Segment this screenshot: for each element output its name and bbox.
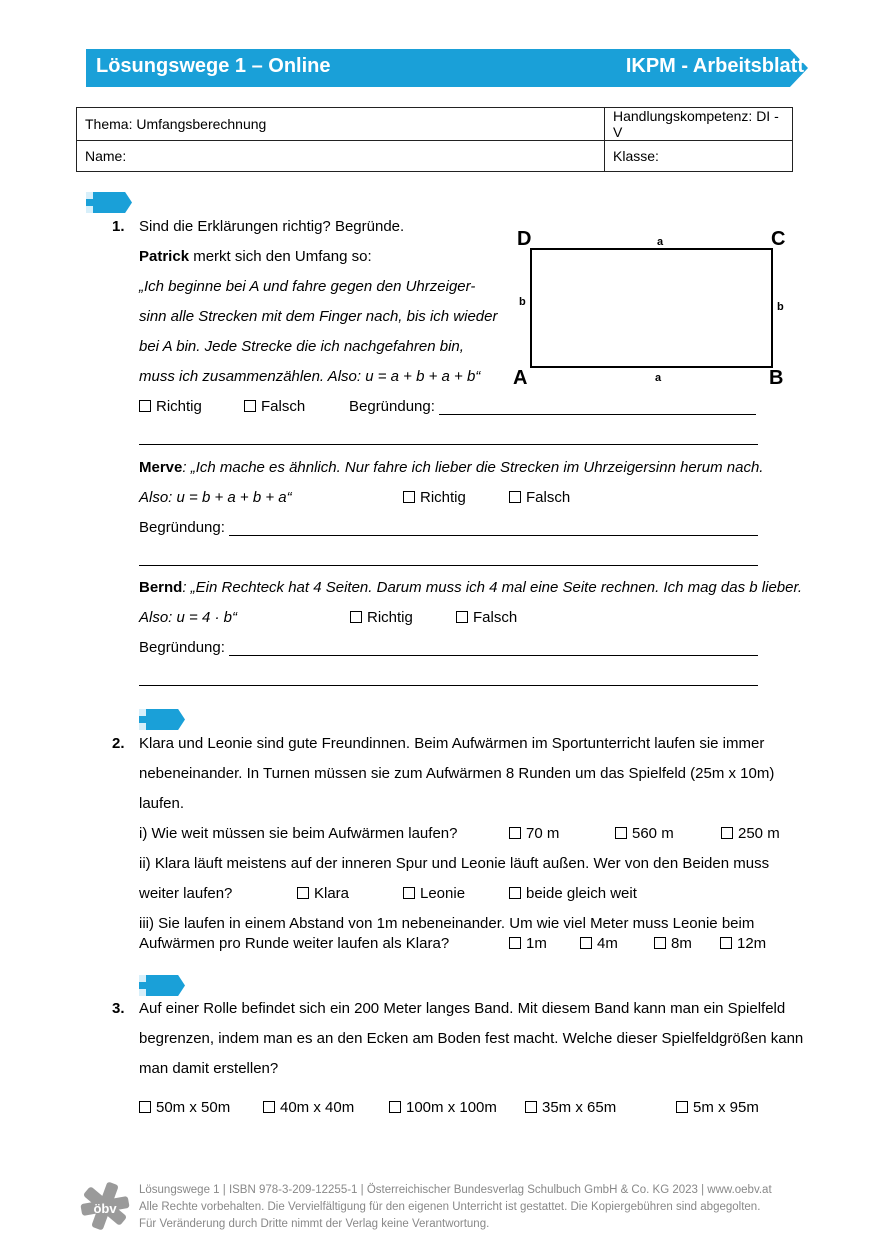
task-3-text-line: Auf einer Rolle befindet sich ein 200 Meter langes Band. Mit diesem Band kann man ein Spielfeld [139, 1000, 786, 1017]
checkbox[interactable] [509, 491, 521, 503]
task-number-3: 3. [112, 1000, 125, 1017]
side-a-top-label: a [657, 236, 664, 248]
class-cell[interactable]: Klasse: [605, 141, 793, 172]
option-100x100[interactable]: 100m x 100m [389, 1099, 497, 1116]
checkbox[interactable] [139, 1101, 151, 1113]
checkbox[interactable] [139, 400, 151, 412]
checkbox[interactable] [676, 1101, 688, 1113]
checkbox[interactable] [403, 887, 415, 899]
task-marker-2 [139, 709, 189, 730]
question-i: i) Wie weit müssen sie beim Aufwärmen laufen? [139, 825, 458, 842]
option-40x40[interactable]: 40m x 40m [263, 1099, 354, 1116]
checkbox[interactable] [509, 937, 521, 949]
checkbox[interactable] [244, 400, 256, 412]
merve-name: Merve [139, 459, 183, 476]
question-iii-continued: Aufwärmen pro Runde weiter laufen als Klara? [139, 935, 450, 952]
checkbox[interactable] [297, 887, 309, 899]
option-70m[interactable]: 70 m [509, 825, 559, 842]
name-cell[interactable]: Name: [77, 141, 605, 172]
side-a-bottom-label: a [655, 372, 662, 384]
bernd-falsch-option[interactable]: Falsch [456, 609, 517, 626]
task-number-1: 1. [112, 218, 125, 235]
patrick-quote-line: bei A bin. Jede Strecke die ich nachgefahren bin, [139, 338, 464, 355]
bernd-statement: Bernd: „Ein Rechteck hat 4 Seiten. Darum muss ich 4 mal eine Seite rechnen. Ich mag das b lieber. [139, 579, 803, 596]
task-number-2: 2. [112, 735, 125, 752]
merve-formula: Also: u = b + a + b + a“ [139, 489, 292, 506]
side-b-right-label: b [777, 301, 784, 313]
corner-b-label: B [769, 367, 784, 389]
option-250m[interactable]: 250 m [721, 825, 780, 842]
corner-a-label: A [513, 367, 528, 389]
patrick-falsch-option[interactable]: Falsch [244, 398, 305, 415]
bernd-formula: Also: u = 4 · b“ [139, 609, 237, 626]
option-50x50[interactable]: 50m x 50m [139, 1099, 230, 1116]
answer-line[interactable] [139, 444, 758, 445]
patrick-quote-line: „Ich beginne bei A und fahre gegen den Uhrzeiger- [139, 278, 476, 295]
patrick-quote-line: sinn alle Strecken mit dem Finger nach, bis ich wieder [139, 308, 498, 325]
option-560m[interactable]: 560 m [615, 825, 674, 842]
merve-falsch-option[interactable]: Falsch [509, 489, 570, 506]
checkbox[interactable] [509, 887, 521, 899]
checkbox[interactable] [350, 611, 362, 623]
task-2-text-line: nebeneinander. In Turnen müssen sie zum Aufwärmen 8 Runden um das Spielfeld (25m x 10m) [139, 765, 775, 782]
answer-line[interactable] [439, 414, 756, 415]
rectangle-diagram [505, 222, 795, 392]
topic-cell: Thema: Umfangsberechnung [77, 108, 605, 141]
task-2-text-line: laufen. [139, 795, 185, 812]
option-leonie[interactable]: Leonie [403, 885, 465, 902]
answer-line[interactable] [139, 565, 758, 566]
checkbox[interactable] [720, 937, 732, 949]
answer-line[interactable] [229, 535, 758, 536]
patrick-name: Patrick [139, 248, 190, 265]
side-b-left-label: b [519, 296, 526, 308]
corner-c-label: C [771, 228, 786, 250]
checkbox[interactable] [525, 1101, 537, 1113]
checkbox[interactable] [615, 827, 627, 839]
competence-cell: Handlungskompetenz: DI - V [605, 108, 793, 141]
option-12m[interactable]: 12m [720, 935, 766, 952]
info-table [76, 107, 793, 172]
option-4m[interactable]: 4m [580, 935, 618, 952]
task-3-text-line: man damit erstellen? [139, 1060, 279, 1077]
footer-line: Alle Rechte vorbehalten. Die Vervielfältigung für den eigenen Unterricht ist gestattet. Die Kopiergebühren sind abgegolten. [139, 1201, 761, 1213]
checkbox[interactable] [580, 937, 592, 949]
option-35x65[interactable]: 35m x 65m [525, 1099, 616, 1116]
option-klara[interactable]: Klara [297, 885, 349, 902]
header-title: Lösungswege 1 – Online [96, 55, 331, 77]
task-marker-1 [86, 192, 136, 213]
checkbox[interactable] [389, 1101, 401, 1113]
checkbox[interactable] [403, 491, 415, 503]
question-iii: iii) Sie laufen in einem Abstand von 1m nebeneinander. Um wie viel Meter muss Leonie beim [139, 915, 755, 932]
option-5x95[interactable]: 5m x 95m [676, 1099, 759, 1116]
answer-line[interactable] [139, 685, 758, 686]
footer-text [139, 1182, 772, 1233]
patrick-quote-line: muss ich zusammenzählen. Also: u = a + b + a + b“ [139, 368, 481, 385]
bernd-name: Bernd [139, 579, 183, 596]
checkbox[interactable] [456, 611, 468, 623]
merve-statement: Merve: „Ich mache es ähnlich. Nur fahre ich lieber die Strecken im Uhrzeigersinn herum nach. [139, 459, 764, 476]
checkbox[interactable] [721, 827, 733, 839]
answer-line[interactable] [229, 655, 758, 656]
task-2-text-line: Klara und Leonie sind gute Freundinnen. Beim Aufwärmen im Sportunterricht laufen sie immer [139, 735, 765, 752]
merve-richtig-option[interactable]: Richtig [403, 489, 466, 506]
patrick-richtig-option[interactable]: Richtig [139, 398, 202, 415]
task-marker-3 [139, 975, 189, 996]
worksheet-type: IKPM - Arbeitsblatt [625, 55, 804, 77]
checkbox[interactable] [509, 827, 521, 839]
corner-d-label: D [517, 228, 532, 250]
task-3-text-line: begrenzen, indem man es an den Ecken am Boden fest macht. Welche dieser Spielfeldgrößen kann [139, 1030, 804, 1047]
bernd-richtig-option[interactable]: Richtig [350, 609, 413, 626]
patrick-intro: Patrick merkt sich den Umfang so: [139, 248, 372, 265]
rectangle-abcd [531, 249, 772, 367]
task-1-prompt: Sind die Erklärungen richtig? Begründe. [139, 218, 405, 235]
option-1m[interactable]: 1m [509, 935, 547, 952]
logo-text: öbv [93, 1201, 117, 1216]
checkbox[interactable] [263, 1101, 275, 1113]
begruendung-label: Begründung: [349, 398, 435, 415]
option-8m[interactable]: 8m [654, 935, 692, 952]
question-ii-continued: weiter laufen? [139, 885, 233, 902]
oebv-logo [79, 1180, 131, 1232]
footer-line: Für Veränderung durch Dritte nimmt der Verlag keine Verantwortung. [139, 1218, 490, 1230]
begruendung-label: Begründung: [139, 639, 225, 656]
footer-line: Lösungswege 1 | ISBN 978-3-209-12255-1 | Österreichischer Bundesverlag Schulbuch GmbH & Co. KG 2023 | www.oebv.at [139, 1184, 772, 1196]
begruendung-label: Begründung: [139, 519, 225, 536]
option-beide-gleich-weit[interactable]: beide gleich weit [509, 885, 637, 902]
question-ii: ii) Klara läuft meistens auf der inneren Spur und Leonie läuft außen. Wer von den Beiden muss [139, 855, 770, 872]
checkbox[interactable] [654, 937, 666, 949]
